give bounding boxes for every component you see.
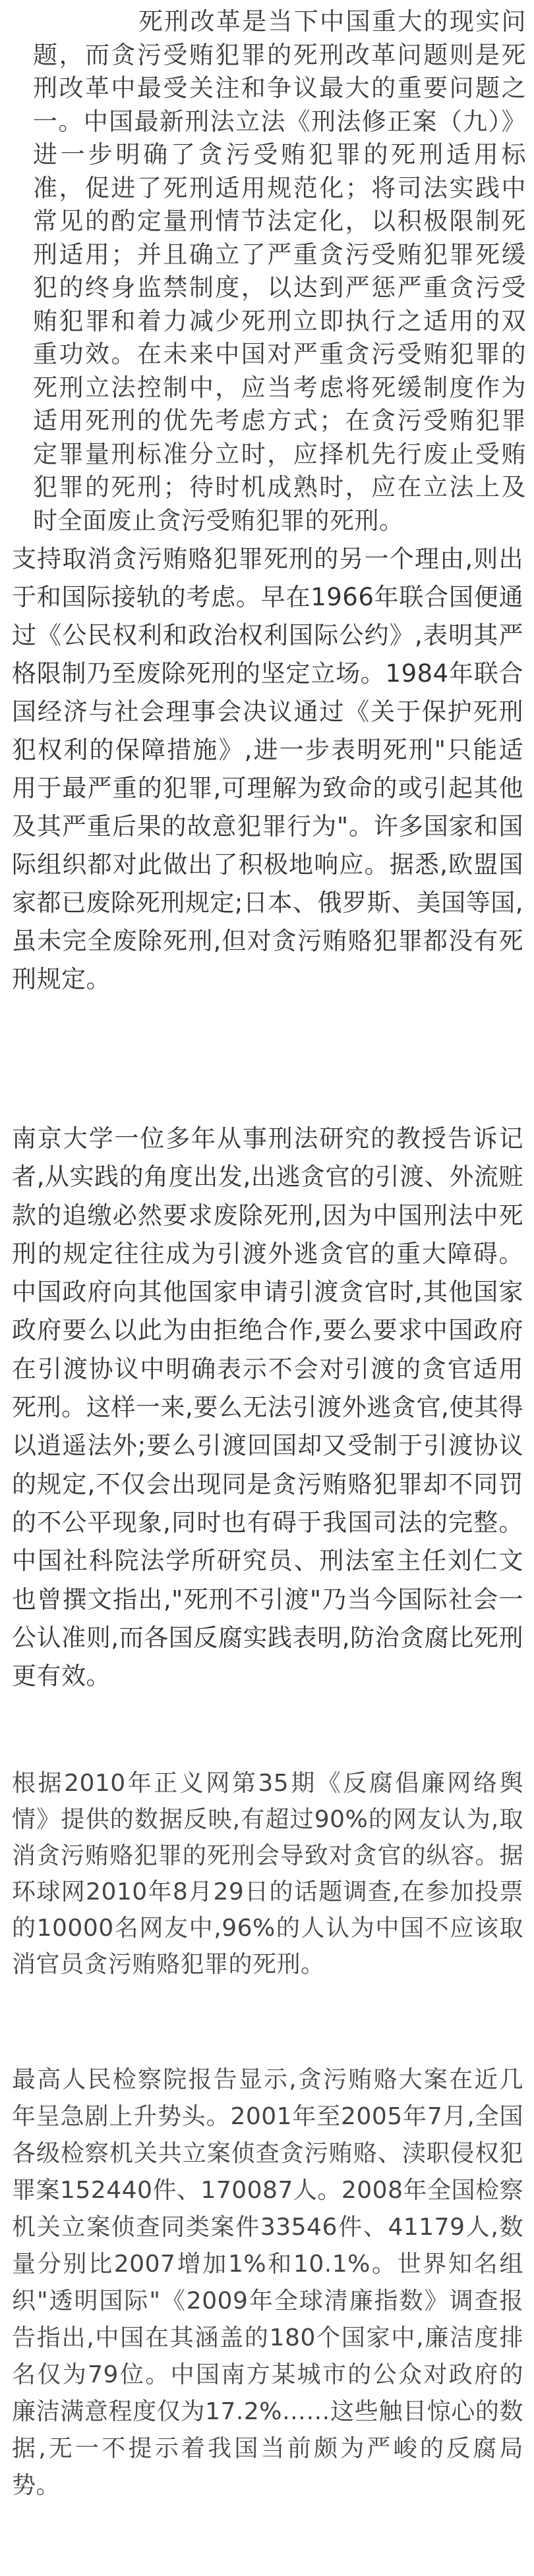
paragraph-international: 支持取消贪污贿赂犯罪死刑的另一个理由,则出于和国际接轨的考虑。早在1966年联合国便通过《公民权利和政治权利国际公约》,表明其严格限制乃至废除死刑的坚定立场。1984年联合国经济与社会理事会决议通过《关于保护死刑犯权利的保障措施》,进一步表明死刑"只能适用于最严重的犯罪,可理解为致命的或引起其他及其严重后果的故意犯罪行为"。许多国家和国际组织都对此做出了积极地响应。据悉,欧盟国家都已废除死刑规定;日本、俄罗斯、美国等国,虽未完全废除死刑,但对贪污贿赂犯罪都没有死刑规定。 [12,545,523,993]
paragraph-statistics: 最高人民检察院报告显示,贪污贿赂大案在近几年呈急剧上升势头。2001年至2005年7月,全国各级检察机关共立案侦查贪污贿赂、渎职侵权犯罪案152440件、170087人。2008年全国检察机关立案侦查同类案件33546件、41179人,数量分别比2007增加1%和10.1%。世界知名组织"透明国际"《2009年全球清廉指数》调查报告指出,中国在其涵盖的180个国家中,廉洁度排名仅为79位。中国南方某城市的公众对政府的廉洁满意程度仅为17.2%……这些触目惊心的数据,无一不提示着我国当前颇为严峻的反腐局势。 [12,2066,523,2499]
paragraph-extradition: 南京大学一位多年从事刑法研究的教授告诉记者,从实践的角度出发,出逃贪官的引渡、外流赃款的追缴必然要求废除死刑,因为中国刑法中死刑的规定往往成为引渡外逃贪官的重大障碍。中国政府向其他国家申请引渡贪官时,其他国家政府要么以此为由拒绝合作,要么要求中国政府在引渡协议中明确表示不会对引渡的贪官适用死刑。这样一来,要么无法引渡外逃贪官,使其得以逍遥法外;要么引渡回国却又受制于引渡协议的规定,不仅会出现同是贪污贿赂犯罪却不同罚的不公平现象,同时也有碍于我国司法的完整。中国社科院法学所研究员、刑法室主任刘仁文也曾撰文指出,"死刑不引渡"乃当今国际社会一公认准则,而各国反腐实践表明,防治贪腐比死刑更有效。 [12,1124,523,1691]
paragraph-survey: 根据2010年正义网第35期《反腐倡廉网络舆情》提供的数据反映,有超过90%的网友认为,取消贪污贿赂犯罪的死刑会导致对贪官的纵容。据环球网2010年8月29日的话题调查,在参加投票的10000名网友中,96%的人认为中国不应该取消官员贪污贿赂犯罪的死刑。 [12,1770,523,1978]
paragraph-abstract [0,5,534,537]
paragraph-text: 死刑改革是当下中国重大的现实问题，而贪污受贿犯罪的死刑改革问题则是死刑改革中最受关注和争议最大的重要问题之一。中国最新刑法立法《刑法修正案（九）》进一步明确了贪污受贿犯罪的死刑适用标准，促进了死刑适用规范化；将司法实践中常见的酌定量刑情节法定化，以积极限制死刑适用；并且确立了严重贪污受贿犯罪死缓犯的终身监禁制度，以达到严惩严重贪污受贿犯罪和着力减少死刑立即执行之适用的双重功效。在未来中国对严重贪污受贿犯罪的死刑立法控制中，应当考虑将死缓制度作为适用死刑的优先考虑方式；在贪污受贿犯罪定罪量刑标准分立时，应择机先行废止受贿犯罪的死刑；待时机成熟时，应在立法上及时全面废止贪污受贿犯罪的死刑。 [33,7,526,535]
